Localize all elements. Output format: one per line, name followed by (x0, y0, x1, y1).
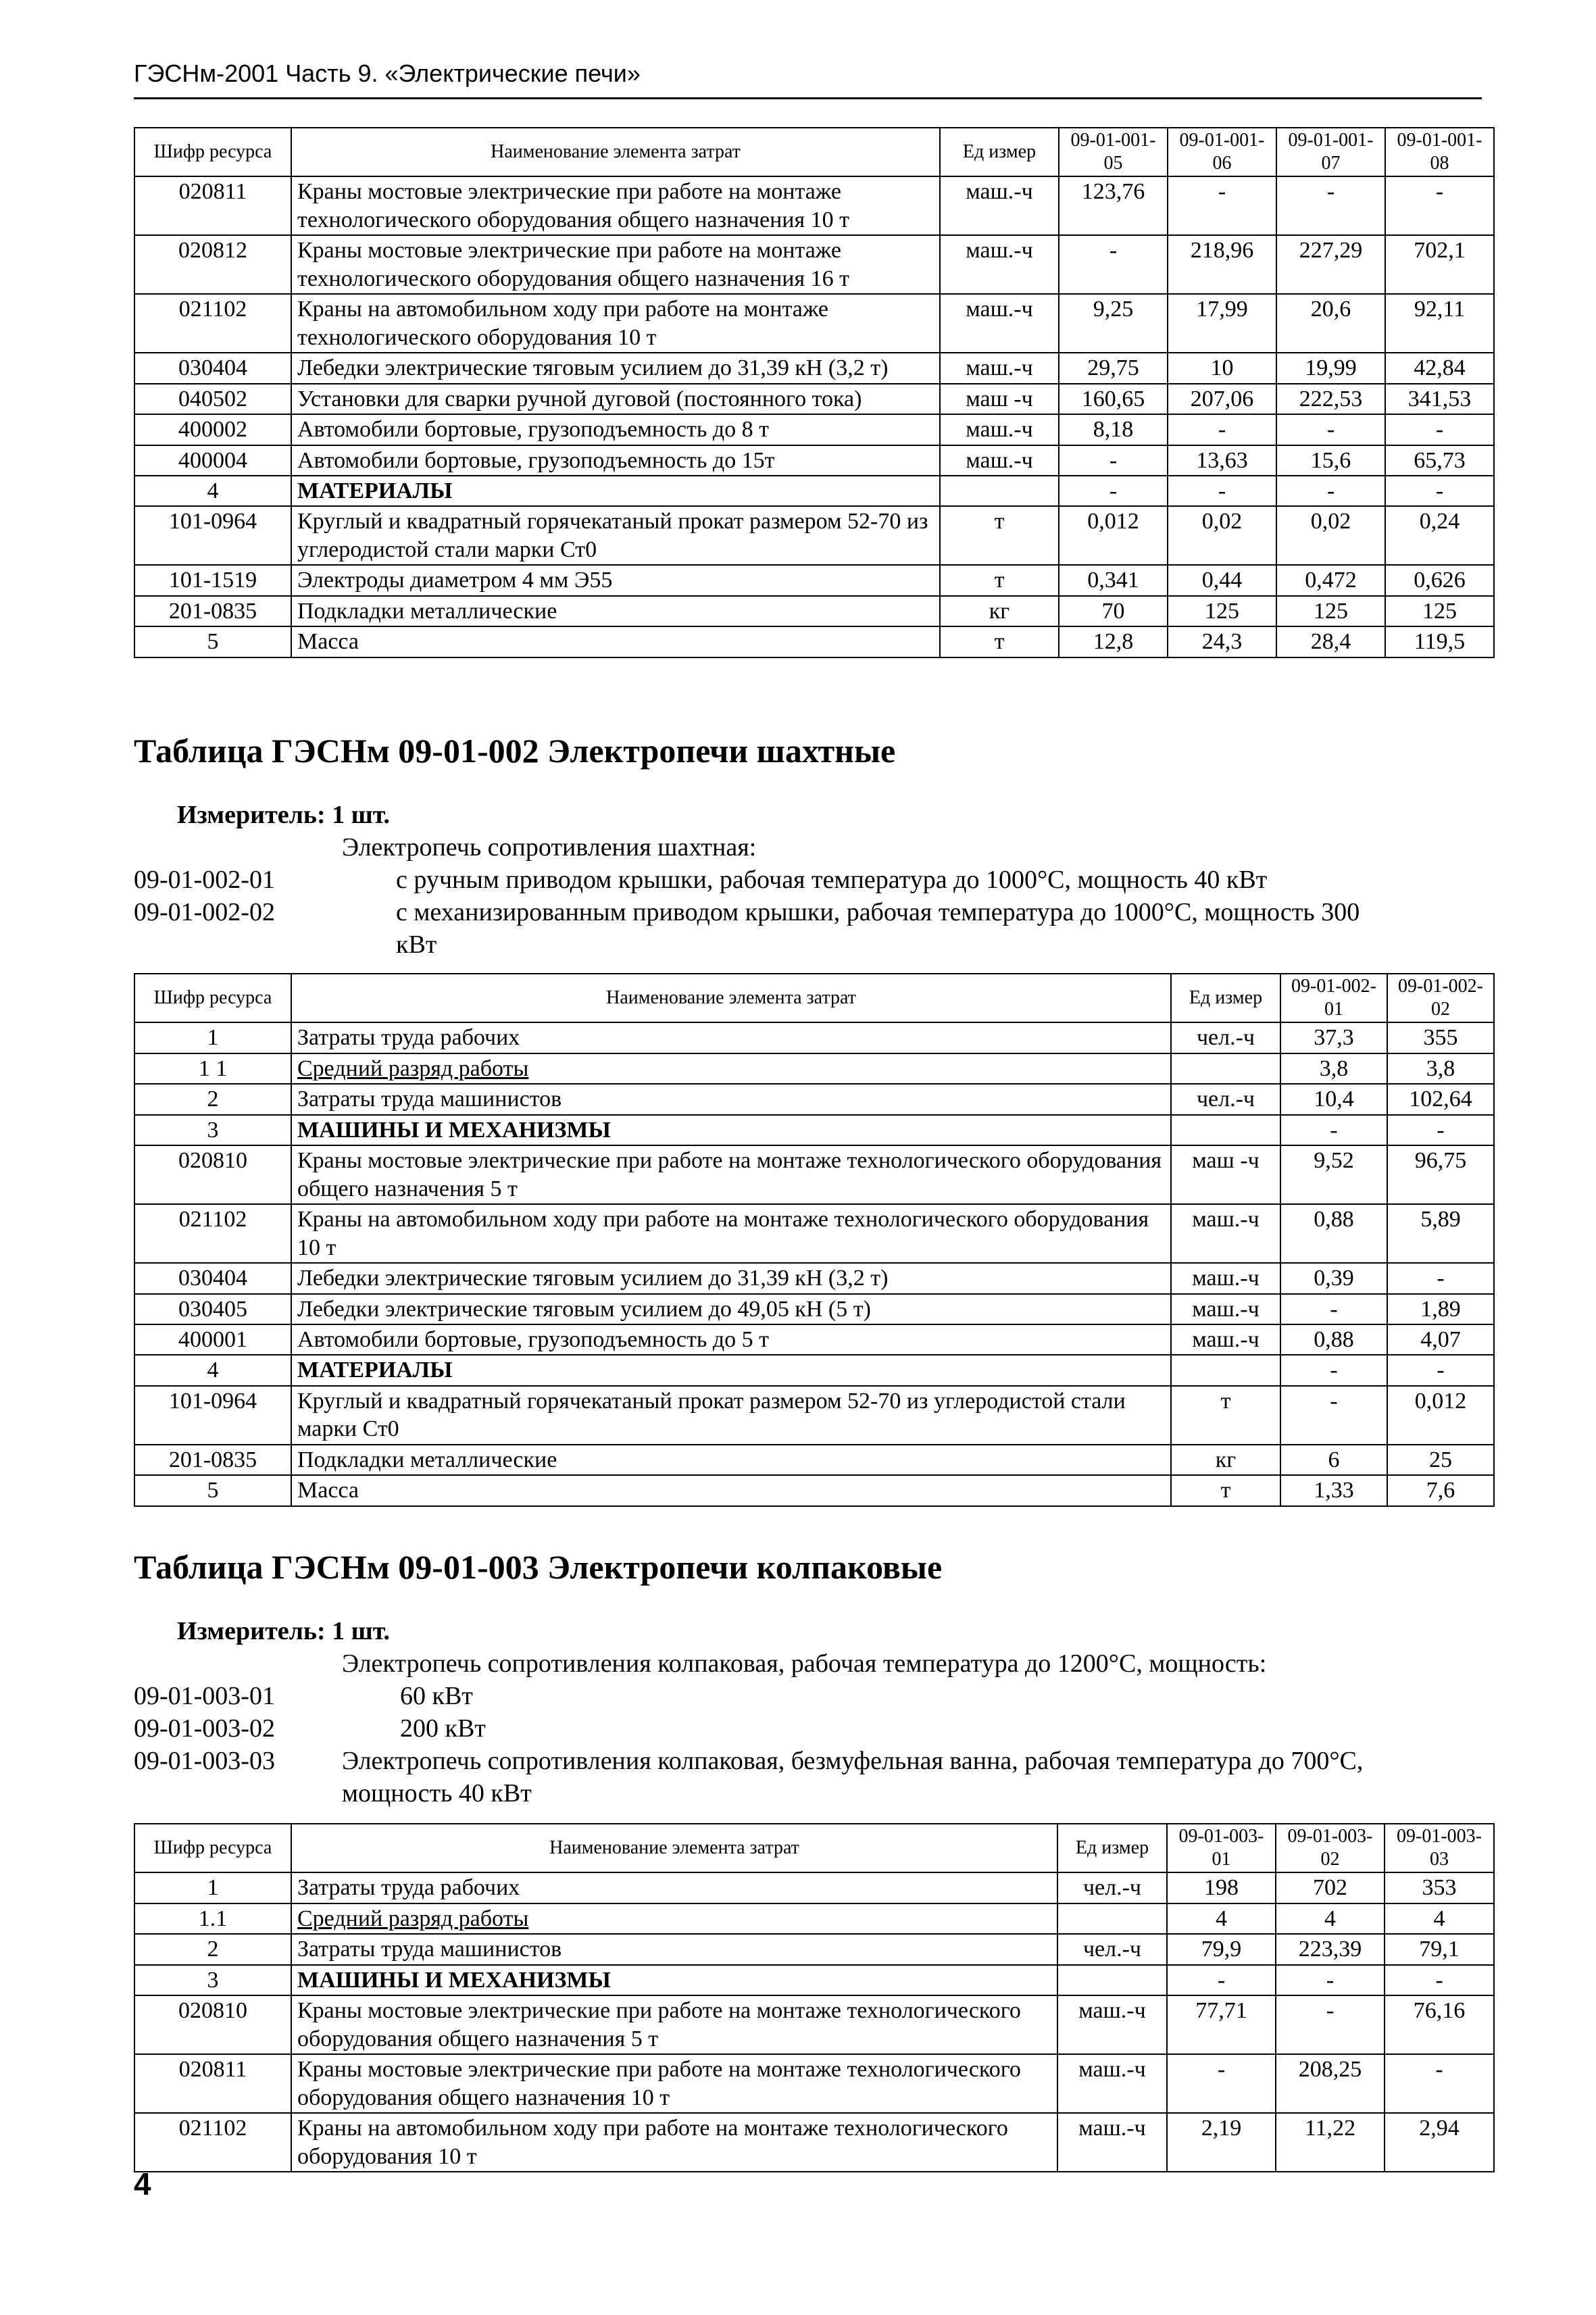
resource-table-09-01-003 (134, 1823, 1495, 2172)
resource-name: Автомобили бортовые, грузоподъемность до 8 т (291, 414, 940, 445)
value-cell: 28,4 (1276, 626, 1385, 657)
value-cell: 4,07 (1387, 1324, 1494, 1355)
value-cell: 65,73 (1385, 445, 1494, 476)
value-cell: 0,24 (1385, 506, 1494, 565)
resource-name: МАШИНЫ И МЕХАНИЗМЫ (291, 1965, 1057, 1995)
section-row (134, 476, 1494, 506)
resource-code: 020812 (134, 235, 291, 294)
resource-name: Автомобили бортовые, грузоподъемность до 15т (291, 445, 940, 476)
resource-code: 3 (134, 1115, 291, 1145)
value-cell: 20,6 (1276, 294, 1385, 353)
table-row (134, 176, 1494, 235)
value-cell: 24,3 (1168, 626, 1276, 657)
resource-code: 4 (134, 1355, 291, 1385)
value-cell: 2,19 (1167, 2113, 1276, 2172)
resource-name: Затраты труда рабочих (291, 1022, 1171, 1053)
resource-code: 3 (134, 1965, 291, 1995)
variant-code: 09-01-003-02 (134, 1714, 275, 1743)
resource-name: Краны мостовые электрические при работе на монтаже технологического оборудования общего назначения 10 т (291, 176, 940, 235)
resource-code: 021102 (134, 2113, 291, 2172)
table-row (134, 1022, 1494, 1053)
value-cell: 223,39 (1276, 1934, 1385, 1964)
resource-name: Масса (291, 626, 940, 657)
column-header-variant: 09-01-001-05 (1059, 128, 1168, 176)
variant-code: 09-01-003-03 (134, 1747, 275, 1775)
table-row (134, 596, 1494, 626)
value-cell: 123,76 (1059, 176, 1168, 235)
variant-description-continued: мощность 40 кВт (342, 1779, 532, 1808)
unit-cell (940, 476, 1059, 506)
value-cell: 11,22 (1276, 2113, 1385, 2172)
value-cell: 0,39 (1280, 1263, 1387, 1293)
resource-code: 201-0835 (134, 596, 291, 626)
page-number: 4 (134, 2166, 151, 2201)
resource-table-09-01-001 (134, 127, 1495, 658)
table-header-row (134, 974, 1494, 1022)
value-cell: 0,88 (1280, 1204, 1387, 1263)
value-cell: 207,06 (1168, 384, 1276, 414)
resource-name: Краны мостовые электрические при работе на монтаже технологического оборудования общего назначения 10 т (291, 2054, 1057, 2113)
value-cell: 17,99 (1168, 294, 1276, 353)
table-row (134, 1995, 1494, 2054)
resource-name: Лебедки электрические тяговым усилием до 49,05 кН (5 т) (291, 1294, 1171, 1324)
column-header-name: Наименование элемента затрат (291, 974, 1171, 1022)
value-cell: 29,75 (1059, 353, 1168, 383)
value-cell: 0,012 (1387, 1386, 1494, 1445)
value-cell: 4 (1276, 1903, 1385, 1934)
value-cell: 25 (1387, 1445, 1494, 1475)
value-cell: - (1276, 176, 1385, 235)
column-header-variant: 09-01-002-02 (1387, 974, 1494, 1022)
column-header-variant: 09-01-003-03 (1385, 1824, 1494, 1872)
resource-code: 021102 (134, 1204, 291, 1263)
value-cell: 0,341 (1059, 565, 1168, 595)
resource-name: Краны на автомобильном ходу при работе на монтаже технологического оборудования 10 т (291, 294, 940, 353)
unit-cell: т (1171, 1386, 1280, 1445)
resource-code: 4 (134, 476, 291, 506)
value-cell: 1,33 (1280, 1475, 1387, 1505)
table-row (134, 1324, 1494, 1355)
column-header-variant: 09-01-003-02 (1276, 1824, 1385, 1872)
resource-name: Масса (291, 1475, 1171, 1505)
value-cell: 0,02 (1276, 506, 1385, 565)
resource-name: Краны на автомобильном ходу при работе на монтаже технологического оборудования 10 т (291, 2113, 1057, 2172)
value-cell: 70 (1059, 596, 1168, 626)
resource-code: 101-0964 (134, 506, 291, 565)
resource-code: 2 (134, 1084, 291, 1114)
page-header: ГЭСНм-2001 Часть 9. «Электрические печи» (134, 59, 1482, 99)
section-row (134, 1115, 1494, 1145)
unit-cell: т (940, 626, 1059, 657)
variant-code: 09-01-003-01 (134, 1682, 275, 1710)
unit-cell: т (1171, 1475, 1280, 1505)
meter-value: 1 шт. (332, 1617, 391, 1645)
table-row (134, 445, 1494, 476)
unit-cell (1171, 1355, 1280, 1385)
column-header-name: Наименование элемента затрат (291, 1824, 1057, 1872)
unit-cell: маш -ч (1171, 1145, 1280, 1204)
table-row (134, 1445, 1494, 1475)
resource-name: Круглый и квадратный горячекатаный прокат размером 52-70 из углеродистой стали марки Ст0 (291, 1386, 1171, 1445)
unit-cell: маш.-ч (940, 176, 1059, 235)
value-cell: 0,626 (1385, 565, 1494, 595)
value-cell: - (1059, 445, 1168, 476)
unit-cell: кг (1171, 1445, 1280, 1475)
value-cell: - (1385, 176, 1494, 235)
resource-name: Электроды диаметром 4 мм Э55 (291, 565, 940, 595)
resource-code: 1 1 (134, 1053, 291, 1084)
resource-name: Подкладки металлические (291, 1445, 1171, 1475)
meter-label: Измеритель: (177, 801, 326, 829)
resource-code: 101-0964 (134, 1386, 291, 1445)
table-row (134, 1475, 1494, 1505)
resource-name: Краны мостовые электрические при работе на монтаже технологического оборудования общего назначения 5 т (291, 1995, 1057, 2054)
value-cell: 125 (1276, 596, 1385, 626)
table-row (134, 1263, 1494, 1293)
table-row (134, 1145, 1494, 1204)
resource-code: 5 (134, 1475, 291, 1505)
resource-code: 1 (134, 1872, 291, 1903)
column-header-code: Шифр ресурса (134, 974, 291, 1022)
unit-cell: маш.-ч (940, 445, 1059, 476)
value-cell: 3,8 (1280, 1053, 1387, 1084)
table-row (134, 294, 1494, 353)
resource-code: 020811 (134, 176, 291, 235)
table-row (134, 414, 1494, 445)
value-cell: 8,18 (1059, 414, 1168, 445)
value-cell: 79,1 (1385, 1934, 1494, 1964)
unit-cell: кг (940, 596, 1059, 626)
resource-name: Установки для сварки ручной дуговой (постоянного тока) (291, 384, 940, 414)
resource-name: Краны мостовые электрические при работе на монтаже технологического оборудования общего назначения 16 т (291, 235, 940, 294)
value-cell: - (1059, 235, 1168, 294)
value-cell: 119,5 (1385, 626, 1494, 657)
value-cell: 218,96 (1168, 235, 1276, 294)
column-header-unit: Ед измер (1171, 974, 1280, 1022)
value-cell: 76,16 (1385, 1995, 1494, 2054)
value-cell: 125 (1385, 596, 1494, 626)
table-row (134, 1386, 1494, 1445)
table-header-row (134, 1824, 1494, 1872)
value-cell: - (1387, 1115, 1494, 1145)
value-cell: 222,53 (1276, 384, 1385, 414)
table-row (134, 1294, 1494, 1324)
resource-code: 400004 (134, 445, 291, 476)
resource-name: Средний разряд работы (291, 1053, 1171, 1084)
meter-line (177, 800, 390, 830)
value-cell: 0,88 (1280, 1324, 1387, 1355)
value-cell: - (1168, 476, 1276, 506)
value-cell: 355 (1387, 1022, 1494, 1053)
value-cell: 92,11 (1385, 294, 1494, 353)
resource-code: 021102 (134, 294, 291, 353)
table-row (134, 2113, 1494, 2172)
value-cell: 13,63 (1168, 445, 1276, 476)
value-cell: - (1387, 1263, 1494, 1293)
column-header-variant: 09-01-001-07 (1276, 128, 1385, 176)
resource-name: Лебедки электрические тяговым усилием до 31,39 кН (3,2 т) (291, 1263, 1171, 1293)
value-cell: 7,6 (1387, 1475, 1494, 1505)
resource-name: МАТЕРИАЛЫ (291, 1355, 1171, 1385)
unit-cell: маш.-ч (1057, 2113, 1167, 2172)
value-cell: 702,1 (1385, 235, 1494, 294)
value-cell: 341,53 (1385, 384, 1494, 414)
resource-code: 400001 (134, 1324, 291, 1355)
value-cell: 160,65 (1059, 384, 1168, 414)
table-row (134, 506, 1494, 565)
value-cell: - (1276, 414, 1385, 445)
meter-label: Измеритель: (177, 1617, 326, 1645)
value-cell: 2,94 (1385, 2113, 1494, 2172)
resource-name: Автомобили бортовые, грузоподъемность до 5 т (291, 1324, 1171, 1355)
unit-cell (1057, 1965, 1167, 1995)
column-header-code: Шифр ресурса (134, 128, 291, 176)
unit-cell: чел.-ч (1171, 1084, 1280, 1114)
resource-name: Средний разряд работы (291, 1903, 1057, 1934)
unit-cell (1171, 1115, 1280, 1145)
unit-cell: маш.-ч (1057, 1995, 1167, 2054)
value-cell: 0,012 (1059, 506, 1168, 565)
meter-value: 1 шт. (332, 801, 391, 829)
value-cell: - (1167, 2054, 1276, 2113)
table-row (134, 565, 1494, 595)
value-cell: 12,8 (1059, 626, 1168, 657)
unit-cell: чел.-ч (1057, 1934, 1167, 1964)
value-cell: 9,52 (1280, 1145, 1387, 1204)
unit-cell: маш -ч (940, 384, 1059, 414)
resource-code: 020810 (134, 1145, 291, 1204)
resource-name: Подкладки металлические (291, 596, 940, 626)
resource-name: МАТЕРИАЛЫ (291, 476, 940, 506)
column-header-unit: Ед измер (1057, 1824, 1167, 1872)
resource-name: Краны мостовые электрические при работе на монтаже технологического оборудования общего назначения 5 т (291, 1145, 1171, 1204)
variant-intro: Электропечь сопротивления колпаковая, рабочая температура до 1200°С, мощность: (342, 1649, 1267, 1678)
table-row (134, 235, 1494, 294)
value-cell: 9,25 (1059, 294, 1168, 353)
column-header-variant: 09-01-001-06 (1168, 128, 1276, 176)
meter-line (177, 1616, 390, 1646)
table-row (134, 1204, 1494, 1263)
resource-name: Затраты труда машинистов (291, 1084, 1171, 1114)
unit-cell: маш.-ч (1057, 2054, 1167, 2113)
value-cell: - (1059, 476, 1168, 506)
unit-cell: маш.-ч (940, 235, 1059, 294)
resource-name: Затраты труда машинистов (291, 1934, 1057, 1964)
value-cell: - (1280, 1355, 1387, 1385)
unit-cell: маш.-ч (940, 353, 1059, 383)
resource-name: МАШИНЫ И МЕХАНИЗМЫ (291, 1115, 1171, 1145)
value-cell: - (1276, 1965, 1385, 1995)
resource-table-09-01-002 (134, 973, 1495, 1507)
unit-cell (1171, 1053, 1280, 1084)
value-cell: - (1387, 1355, 1494, 1385)
unit-cell: маш.-ч (940, 414, 1059, 445)
column-header-name: Наименование элемента затрат (291, 128, 940, 176)
unit-cell: чел.-ч (1057, 1872, 1167, 1903)
value-cell: - (1276, 1995, 1385, 2054)
value-cell: 125 (1168, 596, 1276, 626)
value-cell: 3,8 (1387, 1053, 1494, 1084)
variant-description: 60 кВт (400, 1682, 473, 1710)
table-row (134, 2054, 1494, 2113)
unit-cell (1057, 1903, 1167, 1934)
value-cell: 10,4 (1280, 1084, 1387, 1114)
value-cell: 6 (1280, 1445, 1387, 1475)
variant-description: 200 кВт (400, 1714, 486, 1743)
table-title: Таблица ГЭСНм 09-01-003 Электропечи колпаковые (134, 1548, 943, 1586)
value-cell: 198 (1167, 1872, 1276, 1903)
value-cell: - (1385, 1965, 1494, 1995)
table-row (134, 1903, 1494, 1934)
table-header-row (134, 128, 1494, 176)
table-row (134, 384, 1494, 414)
unit-cell: маш.-ч (1171, 1294, 1280, 1324)
table-row (134, 353, 1494, 383)
variant-intro: Электропечь сопротивления шахтная: (342, 833, 757, 862)
resource-name: Круглый и квадратный горячекатаный прокат размером 52-70 из углеродистой стали марки Ст0 (291, 506, 940, 565)
value-cell: 0,02 (1168, 506, 1276, 565)
table-row (134, 1084, 1494, 1114)
unit-cell: маш.-ч (940, 294, 1059, 353)
variant-description: Электропечь сопротивления колпаковая, безмуфельная ванна, рабочая температура до 700°С, (342, 1747, 1364, 1775)
value-cell: - (1385, 2054, 1494, 2113)
resource-code: 030404 (134, 1263, 291, 1293)
column-header-unit: Ед измер (940, 128, 1059, 176)
value-cell: - (1168, 176, 1276, 235)
unit-cell: маш.-ч (1171, 1324, 1280, 1355)
value-cell: 96,75 (1387, 1145, 1494, 1204)
resource-code: 101-1519 (134, 565, 291, 595)
variant-description: с ручным приводом крышки, рабочая температура до 1000°С, мощность 40 кВт (396, 866, 1268, 894)
variant-description: с механизированным приводом крышки, рабочая температура до 1000°С, мощность 300 (396, 898, 1360, 926)
table-row (134, 1872, 1494, 1903)
value-cell: - (1167, 1965, 1276, 1995)
resource-code: 030404 (134, 353, 291, 383)
resource-code: 400002 (134, 414, 291, 445)
value-cell: 77,71 (1167, 1995, 1276, 2054)
value-cell: - (1280, 1294, 1387, 1324)
resource-code: 1.1 (134, 1903, 291, 1934)
value-cell: - (1280, 1115, 1387, 1145)
value-cell: 1,89 (1387, 1294, 1494, 1324)
resource-name: Краны на автомобильном ходу при работе на монтаже технологического оборудования 10 т (291, 1204, 1171, 1263)
value-cell: 0,44 (1168, 565, 1276, 595)
variant-code: 09-01-002-02 (134, 898, 275, 926)
value-cell: - (1168, 414, 1276, 445)
value-cell: 15,6 (1276, 445, 1385, 476)
value-cell: 208,25 (1276, 2054, 1385, 2113)
value-cell: - (1280, 1386, 1387, 1445)
resource-code: 1 (134, 1022, 291, 1053)
value-cell: 102,64 (1387, 1084, 1494, 1114)
variant-description-continued: кВт (396, 930, 437, 959)
unit-cell: маш.-ч (1171, 1204, 1280, 1263)
table-row (134, 1053, 1494, 1084)
section-row (134, 1965, 1494, 1995)
resource-name: Лебедки электрические тяговым усилием до 31,39 кН (3,2 т) (291, 353, 940, 383)
resource-name: Затраты труда рабочих (291, 1872, 1057, 1903)
unit-cell: т (940, 565, 1059, 595)
value-cell: - (1385, 476, 1494, 506)
unit-cell: т (940, 506, 1059, 565)
value-cell: 79,9 (1167, 1934, 1276, 1964)
value-cell: 10 (1168, 353, 1276, 383)
column-header-variant: 09-01-002-01 (1280, 974, 1387, 1022)
value-cell: - (1385, 414, 1494, 445)
section-row (134, 1355, 1494, 1385)
resource-code: 030405 (134, 1294, 291, 1324)
value-cell: 227,29 (1276, 235, 1385, 294)
value-cell: 5,89 (1387, 1204, 1494, 1263)
resource-code: 2 (134, 1934, 291, 1964)
table-row (134, 626, 1494, 657)
unit-cell: чел.-ч (1171, 1022, 1280, 1053)
column-header-variant: 09-01-001-08 (1385, 128, 1494, 176)
resource-code: 040502 (134, 384, 291, 414)
value-cell: 19,99 (1276, 353, 1385, 383)
value-cell: 353 (1385, 1872, 1494, 1903)
value-cell: - (1276, 476, 1385, 506)
value-cell: 37,3 (1280, 1022, 1387, 1053)
resource-code: 201-0835 (134, 1445, 291, 1475)
column-header-code: Шифр ресурса (134, 1824, 291, 1872)
table-row (134, 1934, 1494, 1964)
variant-code: 09-01-002-01 (134, 866, 275, 894)
resource-code: 020811 (134, 2054, 291, 2113)
value-cell: 702 (1276, 1872, 1385, 1903)
resource-code: 020810 (134, 1995, 291, 2054)
value-cell: 4 (1167, 1903, 1276, 1934)
value-cell: 0,472 (1276, 565, 1385, 595)
table-title: Таблица ГЭСНм 09-01-002 Электропечи шахтные (134, 732, 896, 770)
resource-code: 5 (134, 626, 291, 657)
unit-cell: маш.-ч (1171, 1263, 1280, 1293)
column-header-variant: 09-01-003-01 (1167, 1824, 1276, 1872)
value-cell: 42,84 (1385, 353, 1494, 383)
value-cell: 4 (1385, 1903, 1494, 1934)
